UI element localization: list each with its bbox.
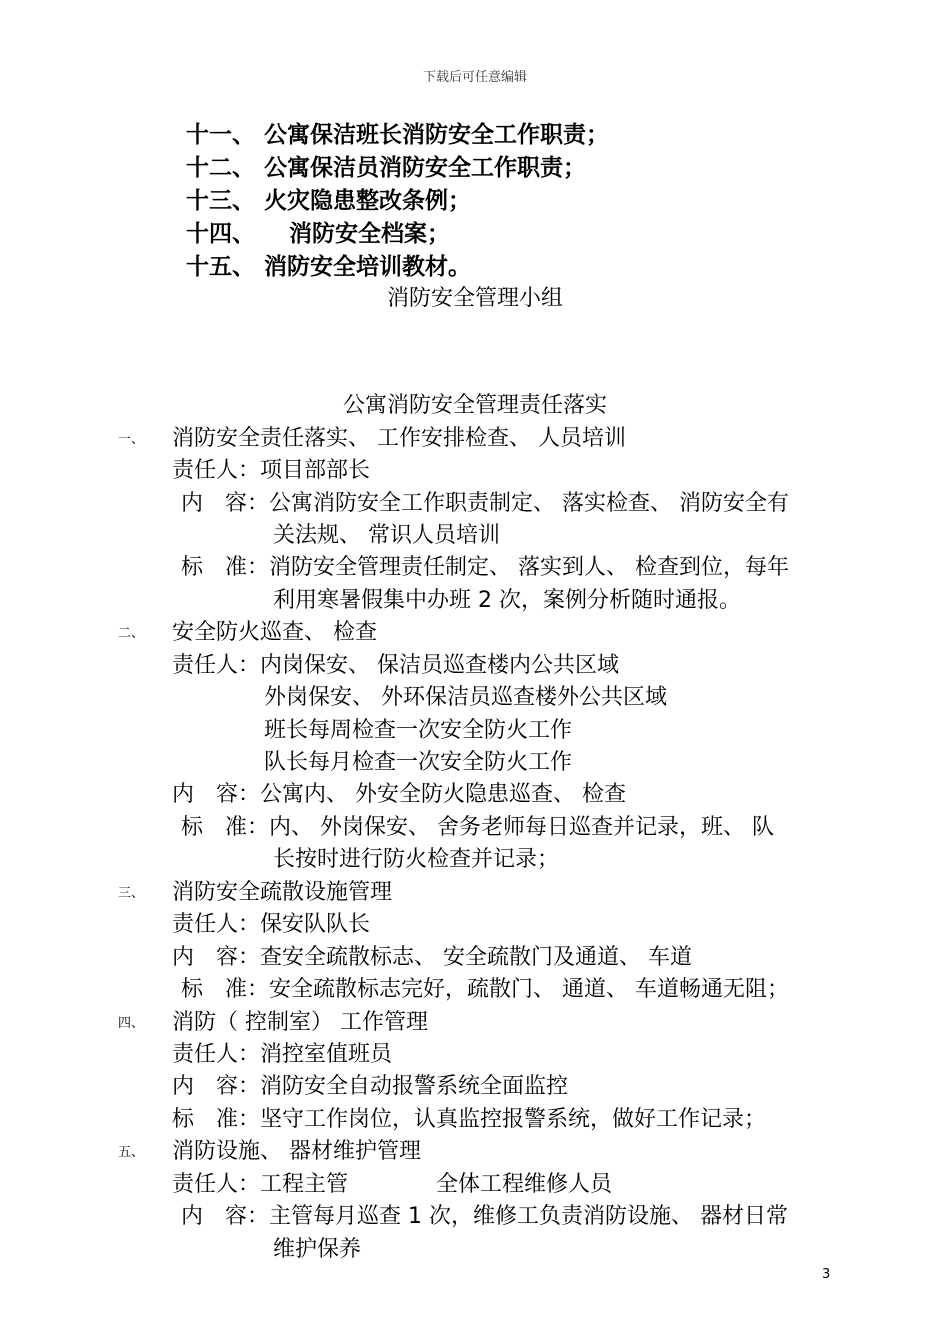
section-line: 责任人：内岗保安、 保洁员巡查楼内公共区域 [172, 653, 619, 678]
section-line: 内 容：消防安全自动报警系统全面监控 [172, 1074, 569, 1099]
section-line: 利用寒暑假集中办班 2 次，案例分析随时通报。 [273, 588, 741, 613]
section-number: 五、 [118, 1145, 145, 1160]
toc-num-13: 十三、 [186, 188, 255, 214]
toc-num-12: 十二、 [186, 155, 255, 181]
section-number: 四、 [118, 1016, 145, 1031]
section-line: 标 准：内、 外岗保安、 舍务老师每日巡查并记录，班、 队 [181, 815, 774, 840]
page-header: 下载后可任意编辑 [422, 70, 527, 85]
toc-num-11: 十一、 [186, 122, 255, 148]
toc-item-14: 消防安全档案； [289, 221, 450, 247]
section-number: 三、 [118, 886, 145, 901]
section-line: 长按时进行防火检查并记录； [273, 847, 560, 872]
page-number: 3 [822, 1267, 831, 1282]
section-line: 责任人：保安队队长 [172, 912, 371, 937]
toc-item-15: 消防安全培训教材。 [264, 254, 471, 280]
section-line: 维护保养 [273, 1237, 362, 1262]
section-line: 标 准：坚守工作岗位，认真监控报警系统，做好工作记录； [172, 1107, 767, 1132]
section-line: 标 准：消防安全管理责任制定、 落实到人、 检查到位，每年 [181, 555, 789, 580]
section-line: 责任人：消控室值班员 [172, 1042, 393, 1067]
section-heading: 安全防火巡查、 检查 [172, 620, 377, 645]
section-line: 内 容：主管每月巡查 1 次，维修工负责消防设施、 器材日常 [181, 1204, 788, 1229]
document-title: 公寓消防安全管理责任落实 [342, 393, 607, 418]
section-line: 内 容：公寓内、 外安全防火隐患巡查、 检查 [172, 782, 626, 807]
section-line: 班长每周检查一次安全防火工作 [264, 718, 573, 743]
toc-item-13: 火灾隐患整改条例； [264, 188, 471, 214]
section-number: 一、 [118, 432, 145, 447]
section-line: 内 容：公寓消防安全工作职责制定、 落实检查、 消防安全有 [181, 491, 789, 516]
section-line: 内 容：查安全疏散标志、 安全疏散门及通道、 车道 [172, 945, 692, 970]
section-line: 责任人：工程主管 全体工程维修人员 [172, 1172, 613, 1197]
section-line: 关法规、 常识人员培训 [273, 523, 500, 548]
section-line: 标 准：安全疏散标志完好，疏散门、 通道、 车道畅通无阻； [181, 977, 789, 1002]
toc-num-15: 十五、 [186, 254, 255, 280]
group-name: 消防安全管理小组 [386, 286, 563, 311]
toc-num-14: 十四、 [186, 221, 255, 247]
section-line: 队长每月检查一次安全防火工作 [264, 750, 573, 775]
section-number: 二、 [118, 626, 145, 641]
toc-item-11: 公寓保洁班长消防安全工作职责； [264, 122, 609, 148]
section-line: 外岗保安、 外环保洁员巡查楼外公共区域 [264, 685, 667, 710]
toc-item-12: 公寓保洁员消防安全工作职责； [264, 155, 586, 181]
section-heading: 消防安全疏散设施管理 [172, 880, 393, 905]
section-heading: 消防（ 控制室） 工作管理 [172, 1010, 428, 1035]
section-line: 责任人：项目部部长 [172, 458, 371, 483]
section-heading: 消防安全责任落实、 工作安排检查、 人员培训 [172, 426, 626, 451]
section-heading: 消防设施、 器材维护管理 [172, 1139, 421, 1164]
